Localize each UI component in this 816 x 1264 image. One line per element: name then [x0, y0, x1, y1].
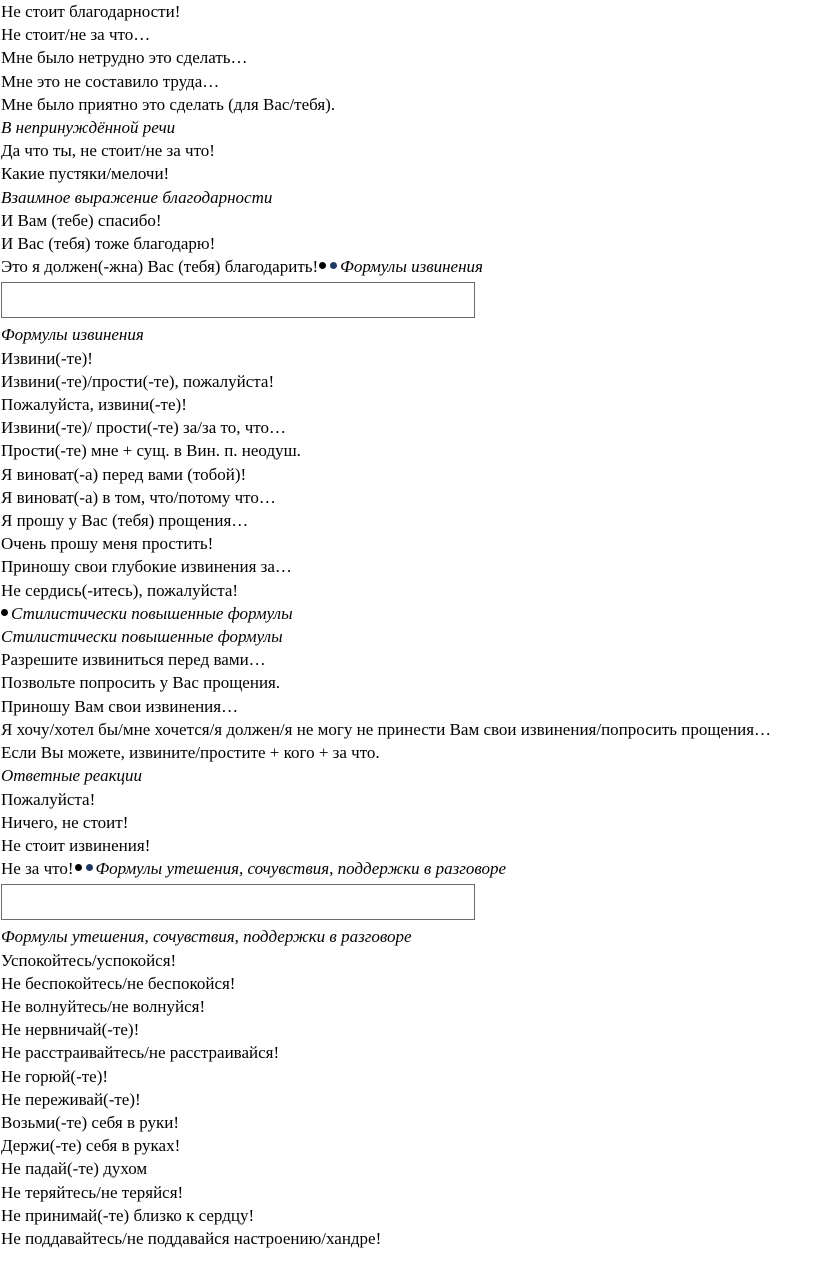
text-line: Позвольте попросить у Вас прощения.: [1, 673, 281, 693]
text-line: Не нервничай(-те)!: [1, 1020, 140, 1040]
apology-formulas-link[interactable]: Формулы извинения: [340, 257, 483, 277]
text-line: Я прошу у Вас (тебя) прощения…: [1, 511, 249, 531]
text-line: Не переживай(-те)!: [1, 1089, 141, 1109]
text-line: Не сердись(-итесь), пожалуйста!: [1, 580, 239, 600]
text-line: Не стоит извинения!: [1, 835, 151, 855]
bullet-icon: [319, 262, 326, 269]
text-line-with-link: [1, 255, 813, 278]
elevated-formulas-heading: Стилистически повышенные формулы: [1, 627, 283, 647]
text-line: Мне это не составило труда…: [1, 71, 220, 91]
text-line: Какие пустяки/мелочи!: [1, 164, 170, 184]
text-line: Я виноват(-а) перед вами (тобой)!: [1, 464, 247, 484]
text-line: Не стоит/не за что…: [1, 25, 151, 45]
apology-formulas-heading: Формулы извинения: [1, 325, 144, 345]
text-line-with-link: [1, 857, 813, 880]
mutual-thanks-heading: Взаимное выражение благодарности: [1, 187, 273, 207]
text-line: Приношу Вам свои извинения…: [1, 696, 239, 716]
casual-speech-heading: В непринуждённой речи: [1, 118, 176, 138]
bullet-link-line: [1, 602, 813, 625]
text-line: Не падай(-те) духом: [1, 1159, 148, 1179]
bullet-icon: [330, 262, 337, 269]
text-line: И Вас (тебя) тоже благодарю!: [1, 234, 216, 254]
bullet-icon: [1, 609, 8, 616]
text-line: Пожалуйста!: [1, 789, 96, 809]
text-line: Не стоит благодарности!: [1, 2, 181, 21]
text-line: Не за что!: [1, 859, 74, 879]
text-line: Если Вы можете, извините/простите + кого + за что.: [1, 743, 380, 763]
text-line: Держи(-те) себя в руках!: [1, 1136, 181, 1156]
bullet-icon: [86, 864, 93, 871]
empty-frame-box: [1, 884, 475, 920]
consolation-formulas-link[interactable]: Формулы утешения, сочувствия, поддержки в разговоре: [95, 859, 507, 879]
text-line: Мне было приятно это сделать (для Вас/тебя).: [1, 94, 336, 114]
text-line: Не расстраивайтесь/не расстраивайся!: [1, 1043, 280, 1063]
text-line: Прости(-те) мне + сущ. в Вин. п. неодуш.: [1, 441, 301, 461]
text-line: Не горюй(-те)!: [1, 1066, 109, 1086]
consolation-formulas-heading: Формулы утешения, сочувствия, поддержки в разговоре: [1, 927, 412, 947]
text-line: Пожалуйста, извини(-те)!: [1, 395, 187, 415]
text-line: Извини(-те)/прости(-те), пожалуйста!: [1, 371, 275, 391]
document-body: [1, 0, 813, 1250]
text-line: Ничего, не стоит!: [1, 812, 129, 832]
text-line: Возьми(-те) себя в руки!: [1, 1112, 180, 1132]
text-line: Это я должен(-жна) Вас (тебя) благодарить!: [1, 257, 319, 277]
text-line: Извини(-те)!: [1, 348, 93, 368]
responses-heading: Ответные реакции: [1, 766, 143, 786]
text-line: Очень прошу меня простить!: [1, 534, 214, 554]
text-line: Мне было нетрудно это сделать…: [1, 48, 248, 68]
text-line: Не поддавайтесь/не поддавайся настроению/хандре!: [1, 1228, 382, 1248]
elevated-formulas-link[interactable]: Стилистически повышенные формулы: [11, 603, 293, 623]
text-line: Не волнуйтесь/не волнуйся!: [1, 996, 206, 1016]
text-line: Извини(-те)/ прости(-те) за/за то, что…: [1, 418, 286, 438]
text-line: Разрешите извиниться перед вами…: [1, 650, 266, 670]
text-line: Не теряйтесь/не теряйся!: [1, 1182, 184, 1202]
text-line: Приношу свои глубокие извинения за…: [1, 557, 292, 577]
text-line: Я виноват(-а) в том, что/потому что…: [1, 487, 276, 507]
text-line: И Вам (тебе) спасибо!: [1, 210, 162, 230]
empty-frame-box: [1, 282, 475, 318]
bullet-icon: [75, 864, 82, 871]
text-line: Не беспокойтесь/не беспокойся!: [1, 973, 236, 993]
text-line: Не принимай(-те) близко к сердцу!: [1, 1205, 255, 1225]
text-line: Я хочу/хотел бы/мне хочется/я должен/я не могу не принести Вам свои извинения/попросить прощения…: [1, 719, 772, 739]
text-line: Да что ты, не стоит/не за что!: [1, 141, 215, 161]
text-line: Успокойтесь/успокойся!: [1, 950, 177, 970]
